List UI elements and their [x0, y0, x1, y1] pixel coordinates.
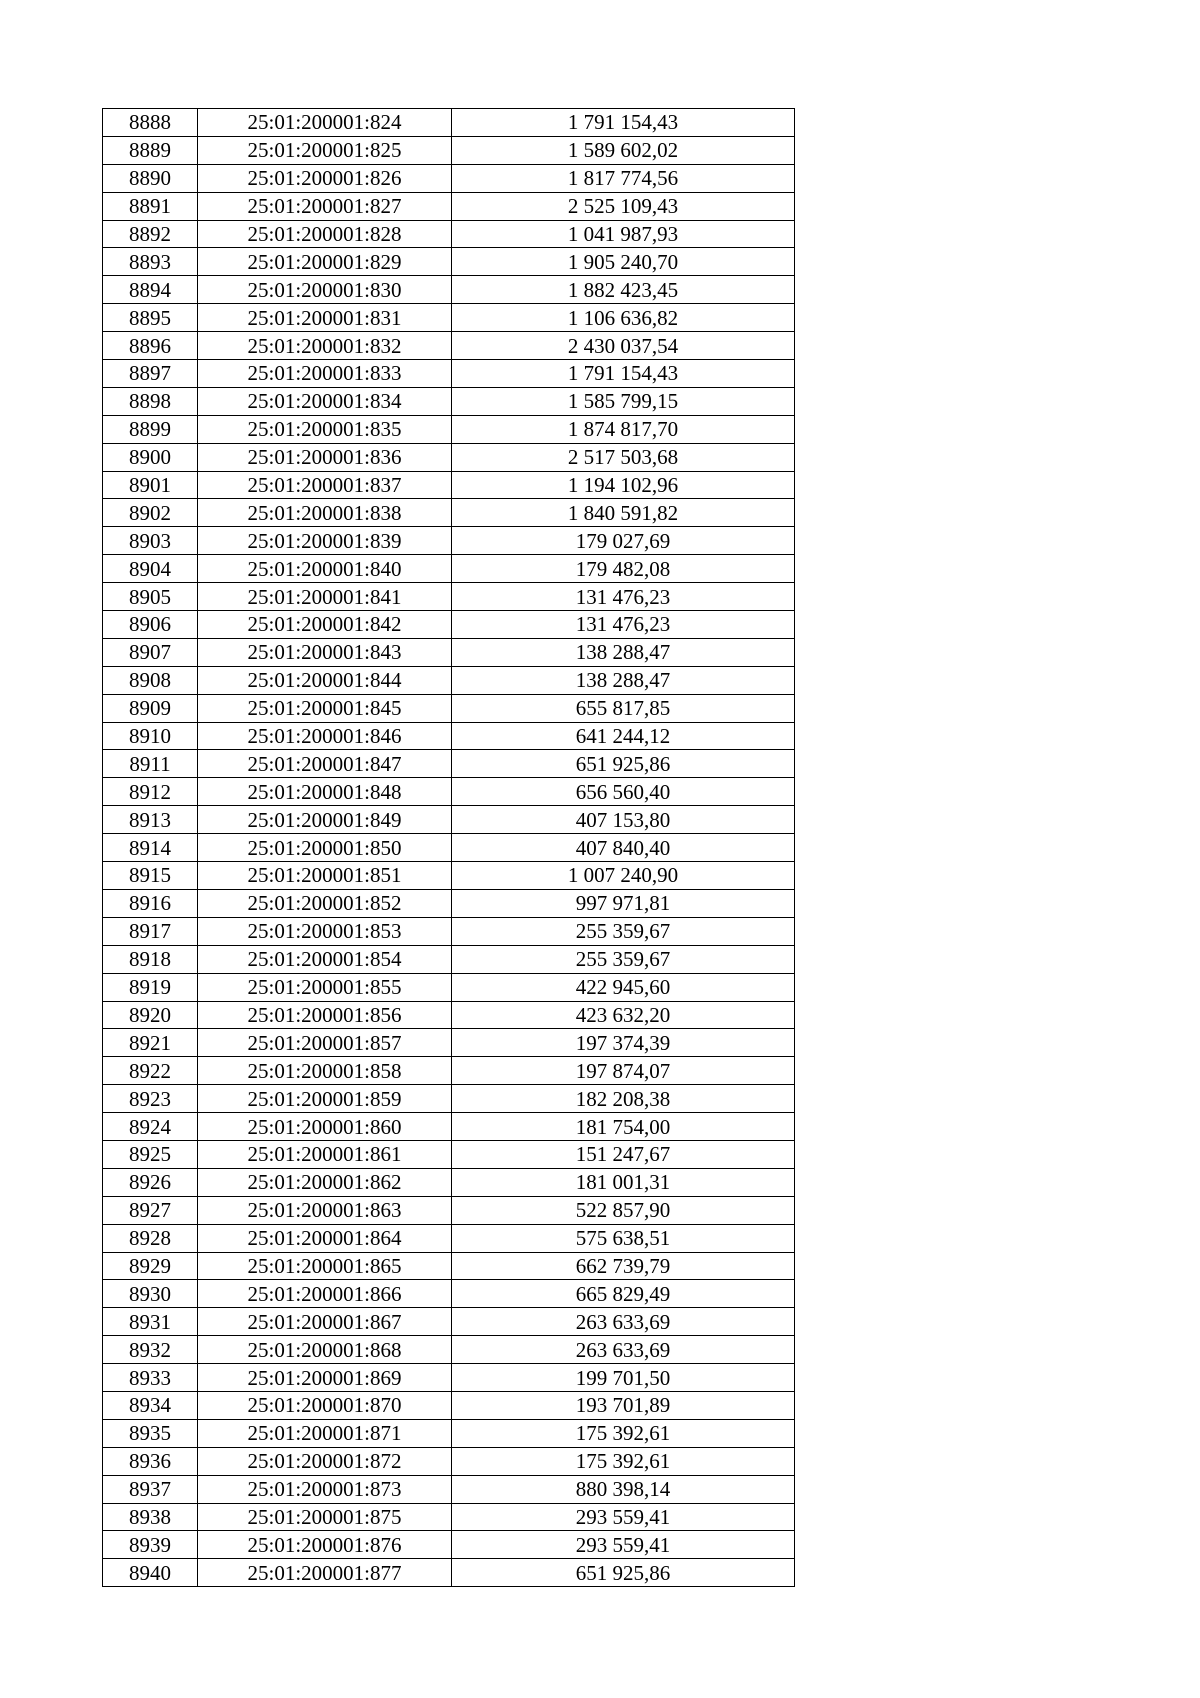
row-number-cell: 8917 [103, 917, 198, 945]
row-number-cell: 8909 [103, 694, 198, 722]
table-row [103, 527, 795, 555]
cadastral-value-cell: 1 589 602,02 [452, 136, 795, 164]
cadastral-number-cell: 25:01:200001:876 [198, 1531, 452, 1559]
row-number-cell: 8919 [103, 973, 198, 1001]
table-row [103, 109, 795, 137]
table-row [103, 862, 795, 890]
cadastral-number-cell: 25:01:200001:869 [198, 1364, 452, 1392]
table-row [103, 1531, 795, 1559]
cadastral-value-cell: 181 001,31 [452, 1168, 795, 1196]
cadastral-number-cell: 25:01:200001:850 [198, 834, 452, 862]
row-number-cell: 8897 [103, 360, 198, 388]
row-number-cell: 8904 [103, 555, 198, 583]
table-row [103, 1336, 795, 1364]
cadastral-number-cell: 25:01:200001:827 [198, 192, 452, 220]
row-number-cell: 8903 [103, 527, 198, 555]
table-row [103, 1447, 795, 1475]
cadastral-number-cell: 25:01:200001:824 [198, 109, 452, 137]
table-row [103, 248, 795, 276]
row-number-cell: 8895 [103, 304, 198, 332]
cadastral-value-cell: 175 392,61 [452, 1447, 795, 1475]
cadastral-value-cell: 880 398,14 [452, 1475, 795, 1503]
cadastral-number-cell: 25:01:200001:832 [198, 332, 452, 360]
table-row [103, 1503, 795, 1531]
cadastral-value-cell: 255 359,67 [452, 945, 795, 973]
cadastral-value-cell: 422 945,60 [452, 973, 795, 1001]
table-row [103, 1085, 795, 1113]
table-row [103, 722, 795, 750]
table-row [103, 1475, 795, 1503]
cadastral-value-cell: 1 585 799,15 [452, 387, 795, 415]
table-row [103, 220, 795, 248]
cadastral-value-cell: 2 430 037,54 [452, 332, 795, 360]
cadastral-value-cell: 997 971,81 [452, 889, 795, 917]
cadastral-number-cell: 25:01:200001:835 [198, 415, 452, 443]
cadastral-value-cell: 1 194 102,96 [452, 471, 795, 499]
table-row [103, 1364, 795, 1392]
row-number-cell: 8891 [103, 192, 198, 220]
row-number-cell: 8940 [103, 1559, 198, 1587]
table-row [103, 778, 795, 806]
row-number-cell: 8912 [103, 778, 198, 806]
row-number-cell: 8902 [103, 499, 198, 527]
cadastral-number-cell: 25:01:200001:841 [198, 583, 452, 611]
table-row [103, 1113, 795, 1141]
table-row [103, 834, 795, 862]
cadastral-value-cell: 655 817,85 [452, 694, 795, 722]
cadastral-number-cell: 25:01:200001:868 [198, 1336, 452, 1364]
cadastral-value-cell: 2 517 503,68 [452, 443, 795, 471]
table-row [103, 192, 795, 220]
table-row [103, 1001, 795, 1029]
table-row [103, 136, 795, 164]
cadastral-number-cell: 25:01:200001:875 [198, 1503, 452, 1531]
cadastral-number-cell: 25:01:200001:838 [198, 499, 452, 527]
row-number-cell: 8935 [103, 1419, 198, 1447]
cadastral-value-cell: 199 701,50 [452, 1364, 795, 1392]
cadastral-number-cell: 25:01:200001:852 [198, 889, 452, 917]
cadastral-value-cell: 179 482,08 [452, 555, 795, 583]
cadastral-value-cell: 197 374,39 [452, 1029, 795, 1057]
table-row [103, 750, 795, 778]
cadastral-value-table [102, 108, 795, 1587]
table-row [103, 1224, 795, 1252]
row-number-cell: 8916 [103, 889, 198, 917]
cadastral-value-cell: 1 817 774,56 [452, 164, 795, 192]
row-number-cell: 8915 [103, 862, 198, 890]
cadastral-value-cell: 293 559,41 [452, 1503, 795, 1531]
row-number-cell: 8907 [103, 638, 198, 666]
cadastral-number-cell: 25:01:200001:846 [198, 722, 452, 750]
cadastral-number-cell: 25:01:200001:836 [198, 443, 452, 471]
row-number-cell: 8927 [103, 1196, 198, 1224]
cadastral-number-cell: 25:01:200001:845 [198, 694, 452, 722]
cadastral-value-cell: 656 560,40 [452, 778, 795, 806]
row-number-cell: 8890 [103, 164, 198, 192]
cadastral-value-cell: 1 905 240,70 [452, 248, 795, 276]
cadastral-value-cell: 255 359,67 [452, 917, 795, 945]
cadastral-value-cell: 293 559,41 [452, 1531, 795, 1559]
cadastral-number-cell: 25:01:200001:842 [198, 611, 452, 639]
row-number-cell: 8937 [103, 1475, 198, 1503]
row-number-cell: 8920 [103, 1001, 198, 1029]
table-row [103, 304, 795, 332]
cadastral-value-cell: 1 791 154,43 [452, 360, 795, 388]
row-number-cell: 8931 [103, 1308, 198, 1336]
table-row [103, 443, 795, 471]
cadastral-number-cell: 25:01:200001:865 [198, 1252, 452, 1280]
cadastral-value-cell: 651 925,86 [452, 750, 795, 778]
cadastral-number-cell: 25:01:200001:863 [198, 1196, 452, 1224]
row-number-cell: 8908 [103, 666, 198, 694]
table-row [103, 1168, 795, 1196]
cadastral-number-cell: 25:01:200001:871 [198, 1419, 452, 1447]
cadastral-number-cell: 25:01:200001:861 [198, 1140, 452, 1168]
cadastral-number-cell: 25:01:200001:839 [198, 527, 452, 555]
cadastral-value-cell: 131 476,23 [452, 611, 795, 639]
table-row [103, 583, 795, 611]
table-row [103, 694, 795, 722]
table-row [103, 1559, 795, 1587]
table-row [103, 611, 795, 639]
table-row [103, 638, 795, 666]
cadastral-number-cell: 25:01:200001:828 [198, 220, 452, 248]
row-number-cell: 8925 [103, 1140, 198, 1168]
table-row [103, 1308, 795, 1336]
table-row [103, 415, 795, 443]
cadastral-value-cell: 522 857,90 [452, 1196, 795, 1224]
cadastral-number-cell: 25:01:200001:834 [198, 387, 452, 415]
cadastral-number-cell: 25:01:200001:851 [198, 862, 452, 890]
row-number-cell: 8906 [103, 611, 198, 639]
row-number-cell: 8894 [103, 276, 198, 304]
cadastral-number-cell: 25:01:200001:862 [198, 1168, 452, 1196]
table-row [103, 666, 795, 694]
row-number-cell: 8892 [103, 220, 198, 248]
cadastral-number-cell: 25:01:200001:856 [198, 1001, 452, 1029]
row-number-cell: 8898 [103, 387, 198, 415]
cadastral-number-cell: 25:01:200001:858 [198, 1057, 452, 1085]
cadastral-value-cell: 263 633,69 [452, 1308, 795, 1336]
table-row [103, 1057, 795, 1085]
cadastral-value-cell: 131 476,23 [452, 583, 795, 611]
cadastral-number-cell: 25:01:200001:870 [198, 1391, 452, 1419]
row-number-cell: 8939 [103, 1531, 198, 1559]
cadastral-value-cell: 1 106 636,82 [452, 304, 795, 332]
cadastral-value-cell: 1 882 423,45 [452, 276, 795, 304]
cadastral-number-cell: 25:01:200001:826 [198, 164, 452, 192]
row-number-cell: 8914 [103, 834, 198, 862]
cadastral-number-cell: 25:01:200001:860 [198, 1113, 452, 1141]
row-number-cell: 8896 [103, 332, 198, 360]
table-row [103, 973, 795, 1001]
cadastral-value-cell: 263 633,69 [452, 1336, 795, 1364]
table-body [103, 109, 795, 1587]
table-row [103, 499, 795, 527]
cadastral-value-cell: 181 754,00 [452, 1113, 795, 1141]
table-row [103, 332, 795, 360]
cadastral-value-cell: 175 392,61 [452, 1419, 795, 1447]
cadastral-value-cell: 197 874,07 [452, 1057, 795, 1085]
cadastral-number-cell: 25:01:200001:864 [198, 1224, 452, 1252]
row-number-cell: 8926 [103, 1168, 198, 1196]
cadastral-number-cell: 25:01:200001:840 [198, 555, 452, 583]
cadastral-value-cell: 151 247,67 [452, 1140, 795, 1168]
row-number-cell: 8936 [103, 1447, 198, 1475]
row-number-cell: 8905 [103, 583, 198, 611]
row-number-cell: 8922 [103, 1057, 198, 1085]
cadastral-number-cell: 25:01:200001:829 [198, 248, 452, 276]
table-row [103, 164, 795, 192]
cadastral-value-cell: 662 739,79 [452, 1252, 795, 1280]
row-number-cell: 8928 [103, 1224, 198, 1252]
cadastral-number-cell: 25:01:200001:825 [198, 136, 452, 164]
row-number-cell: 8933 [103, 1364, 198, 1392]
cadastral-value-cell: 1 874 817,70 [452, 415, 795, 443]
table-row [103, 1196, 795, 1224]
table-row [103, 360, 795, 388]
cadastral-number-cell: 25:01:200001:844 [198, 666, 452, 694]
cadastral-value-cell: 407 840,40 [452, 834, 795, 862]
cadastral-value-cell: 407 153,80 [452, 806, 795, 834]
row-number-cell: 8900 [103, 443, 198, 471]
row-number-cell: 8911 [103, 750, 198, 778]
table-row [103, 1029, 795, 1057]
row-number-cell: 8899 [103, 415, 198, 443]
table-row [103, 917, 795, 945]
cadastral-value-cell: 1 791 154,43 [452, 109, 795, 137]
cadastral-number-cell: 25:01:200001:830 [198, 276, 452, 304]
cadastral-value-cell: 1 840 591,82 [452, 499, 795, 527]
row-number-cell: 8918 [103, 945, 198, 973]
cadastral-value-cell: 665 829,49 [452, 1280, 795, 1308]
row-number-cell: 8930 [103, 1280, 198, 1308]
cadastral-number-cell: 25:01:200001:855 [198, 973, 452, 1001]
table-row [103, 1140, 795, 1168]
row-number-cell: 8923 [103, 1085, 198, 1113]
cadastral-value-cell: 182 208,38 [452, 1085, 795, 1113]
row-number-cell: 8888 [103, 109, 198, 137]
cadastral-number-cell: 25:01:200001:857 [198, 1029, 452, 1057]
cadastral-value-cell: 179 027,69 [452, 527, 795, 555]
table-row [103, 1391, 795, 1419]
table-row [103, 1280, 795, 1308]
cadastral-number-cell: 25:01:200001:877 [198, 1559, 452, 1587]
cadastral-number-cell: 25:01:200001:831 [198, 304, 452, 332]
table-row [103, 276, 795, 304]
row-number-cell: 8929 [103, 1252, 198, 1280]
cadastral-number-cell: 25:01:200001:848 [198, 778, 452, 806]
cadastral-number-cell: 25:01:200001:872 [198, 1447, 452, 1475]
row-number-cell: 8924 [103, 1113, 198, 1141]
cadastral-number-cell: 25:01:200001:837 [198, 471, 452, 499]
table-row [103, 471, 795, 499]
cadastral-value-cell: 138 288,47 [452, 666, 795, 694]
cadastral-number-cell: 25:01:200001:866 [198, 1280, 452, 1308]
cadastral-value-cell: 1 007 240,90 [452, 862, 795, 890]
cadastral-number-cell: 25:01:200001:853 [198, 917, 452, 945]
cadastral-value-cell: 641 244,12 [452, 722, 795, 750]
row-number-cell: 8901 [103, 471, 198, 499]
cadastral-number-cell: 25:01:200001:833 [198, 360, 452, 388]
table-row [103, 387, 795, 415]
cadastral-value-cell: 423 632,20 [452, 1001, 795, 1029]
table-row [103, 945, 795, 973]
row-number-cell: 8938 [103, 1503, 198, 1531]
row-number-cell: 8889 [103, 136, 198, 164]
cadastral-number-cell: 25:01:200001:867 [198, 1308, 452, 1336]
row-number-cell: 8934 [103, 1391, 198, 1419]
cadastral-number-cell: 25:01:200001:849 [198, 806, 452, 834]
table-row [103, 889, 795, 917]
cadastral-value-cell: 1 041 987,93 [452, 220, 795, 248]
cadastral-value-cell: 575 638,51 [452, 1224, 795, 1252]
cadastral-number-cell: 25:01:200001:873 [198, 1475, 452, 1503]
row-number-cell: 8932 [103, 1336, 198, 1364]
table-row [103, 1252, 795, 1280]
cadastral-value-cell: 651 925,86 [452, 1559, 795, 1587]
row-number-cell: 8893 [103, 248, 198, 276]
cadastral-number-cell: 25:01:200001:843 [198, 638, 452, 666]
table-row [103, 1419, 795, 1447]
cadastral-number-cell: 25:01:200001:847 [198, 750, 452, 778]
cadastral-number-cell: 25:01:200001:859 [198, 1085, 452, 1113]
table-row [103, 806, 795, 834]
row-number-cell: 8913 [103, 806, 198, 834]
cadastral-number-cell: 25:01:200001:854 [198, 945, 452, 973]
cadastral-value-cell: 193 701,89 [452, 1391, 795, 1419]
cadastral-value-cell: 2 525 109,43 [452, 192, 795, 220]
row-number-cell: 8910 [103, 722, 198, 750]
table-row [103, 555, 795, 583]
cadastral-value-cell: 138 288,47 [452, 638, 795, 666]
row-number-cell: 8921 [103, 1029, 198, 1057]
